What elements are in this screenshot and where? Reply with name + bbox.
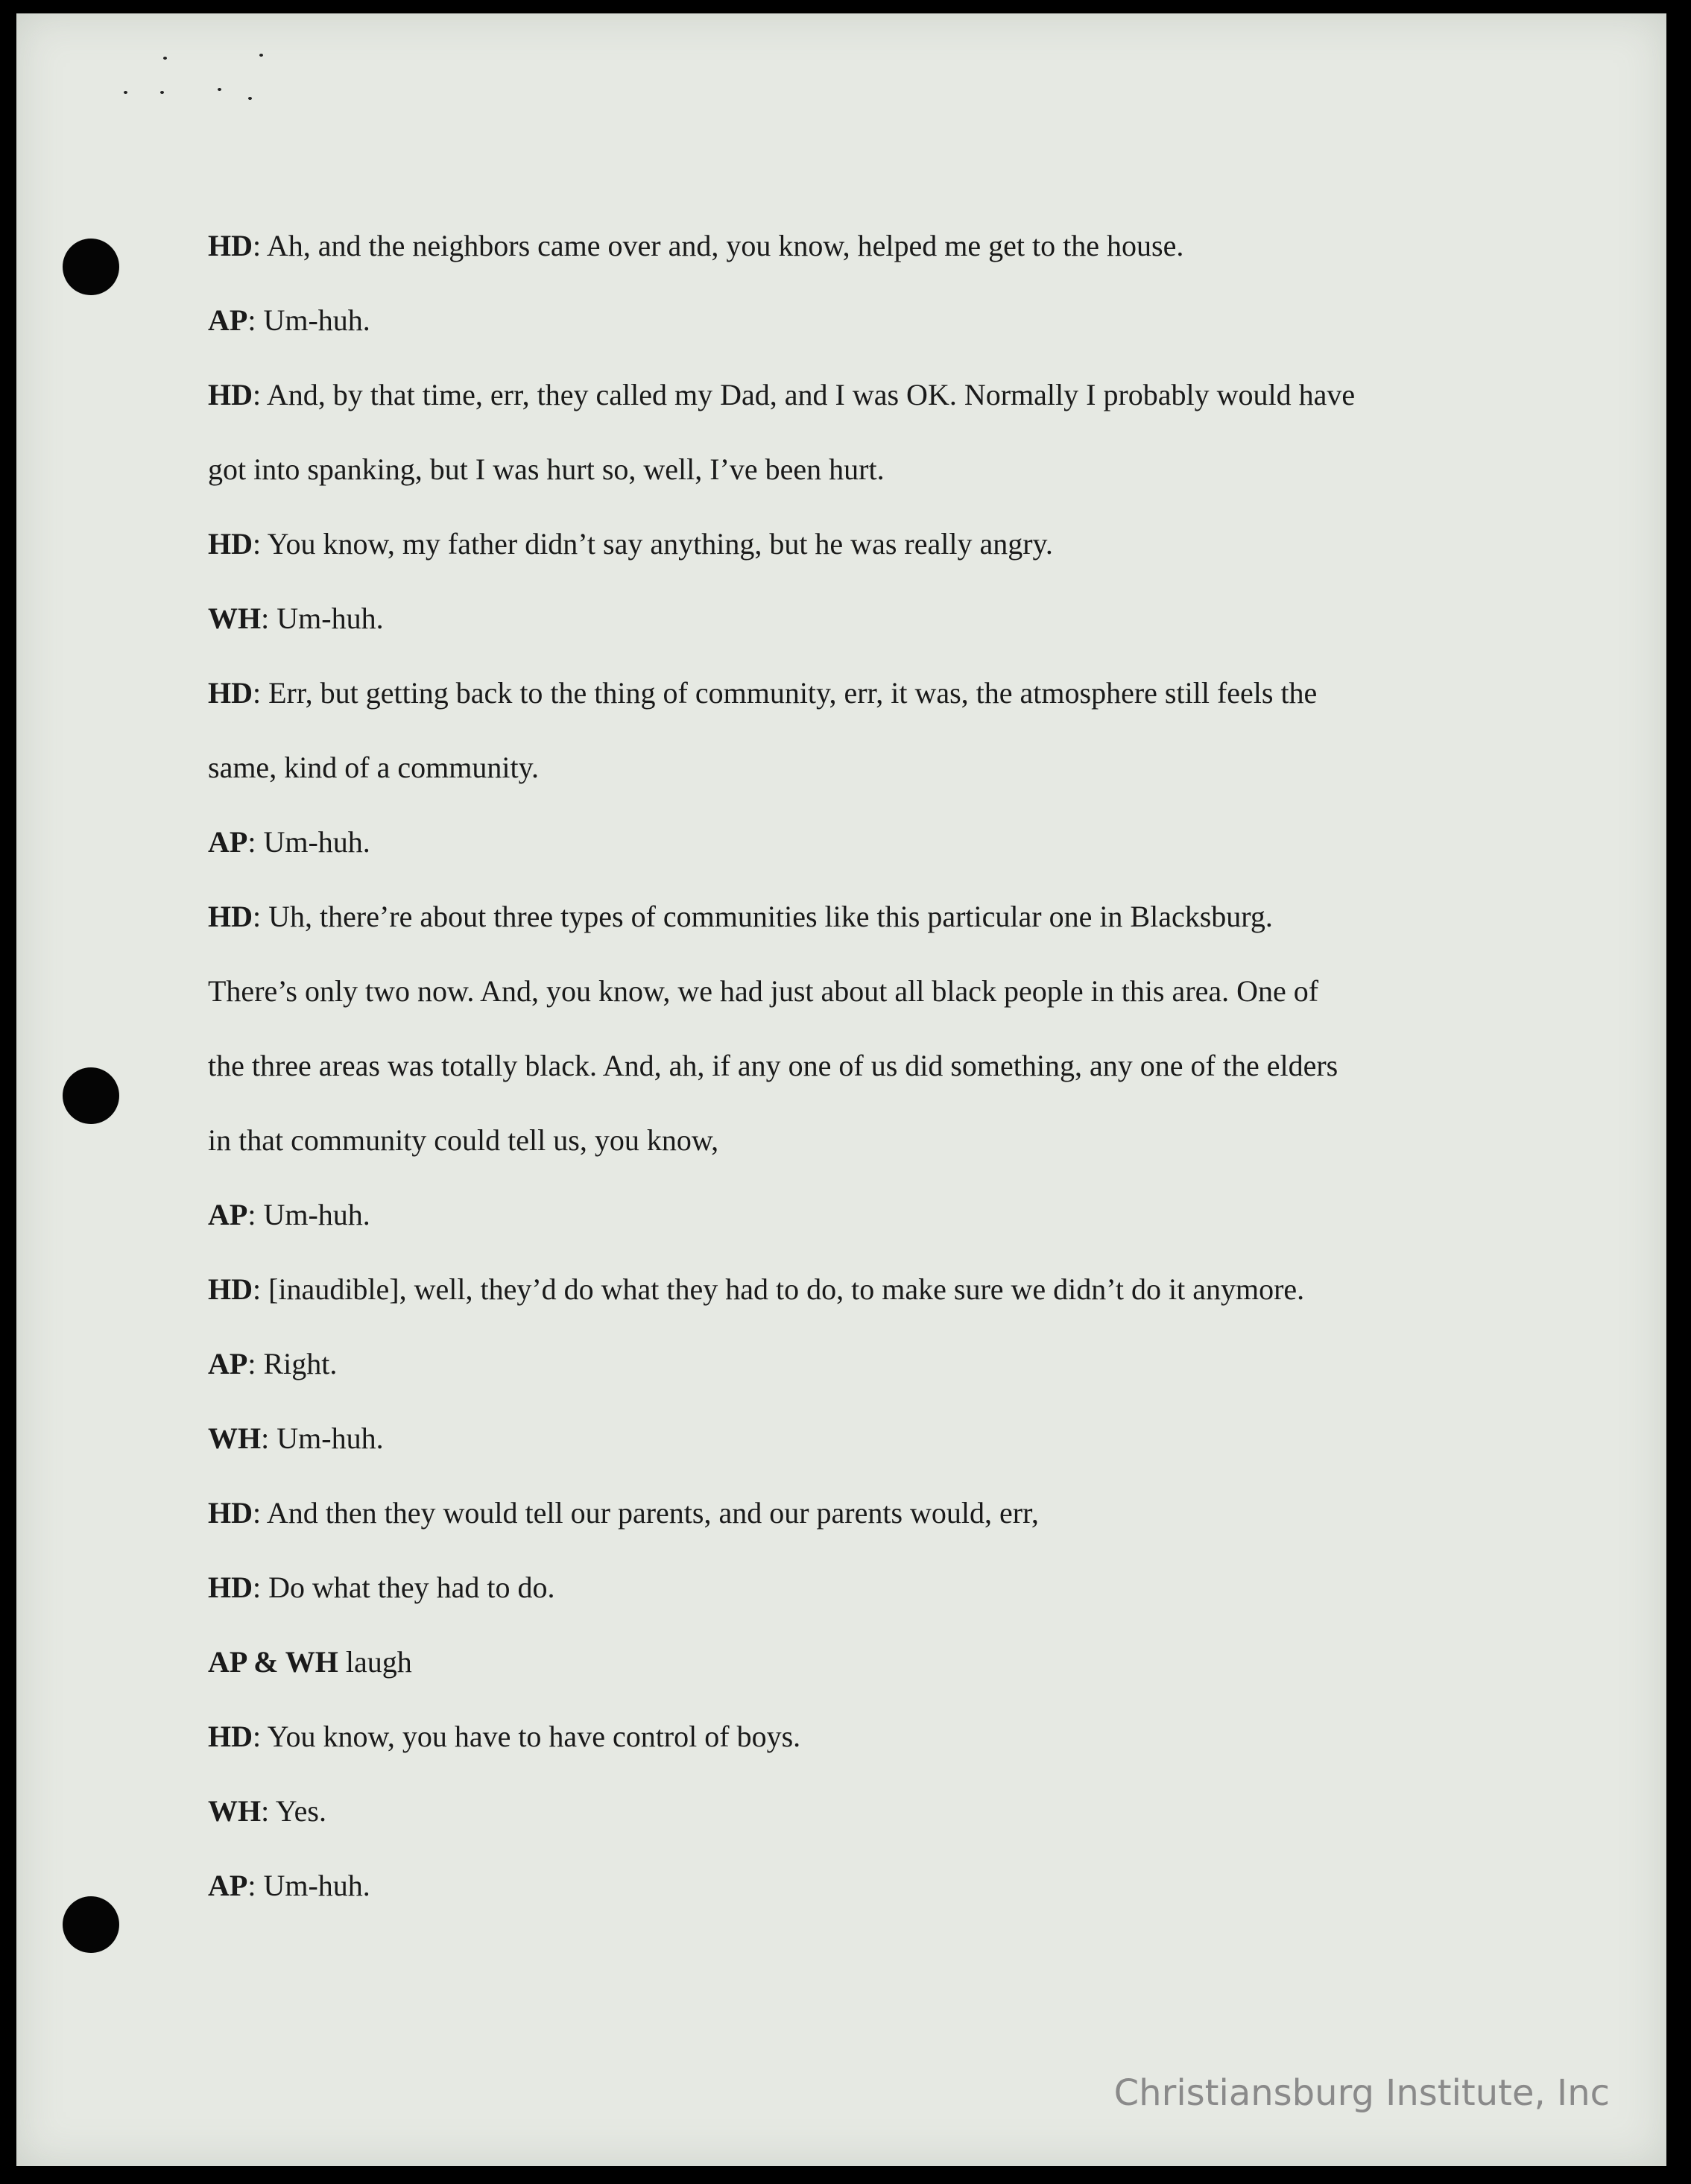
speaker-label: AP (208, 1869, 248, 1902)
speaker-label: AP (208, 1198, 248, 1231)
utterance-text: Yes. (275, 1794, 326, 1828)
interview-transcript (208, 224, 1520, 1938)
transcript-line (208, 1416, 1520, 1491)
speaker-separator: : (247, 1347, 264, 1380)
speaker-label: AP & WH (208, 1645, 338, 1679)
speaker-separator: : (261, 1794, 276, 1828)
speaker-label: AP (208, 825, 248, 859)
transcript-line (208, 745, 1520, 820)
transcript-line (208, 596, 1520, 671)
utterance-text: And then they would tell our parents, and our parents would, err, (266, 1496, 1039, 1530)
punch-hole-bottom (63, 1896, 119, 1953)
transcript-line (208, 894, 1520, 969)
paper-speck (160, 91, 164, 94)
utterance-text: Right. (263, 1347, 338, 1380)
speaker-label: WH (208, 1794, 262, 1828)
speaker-separator: : (247, 1198, 264, 1231)
utterance-text: in that community could tell us, you know, (208, 1123, 719, 1157)
transcript-line (208, 1714, 1520, 1789)
speaker-separator: : (253, 378, 267, 411)
speaker-separator: : (247, 303, 264, 337)
utterance-text: Um-huh. (263, 303, 370, 337)
transcript-line (208, 671, 1520, 745)
utterance-text: You know, my father didn’t say anything, but he was really angry. (267, 527, 1053, 561)
speaker-separator: : (253, 1571, 269, 1604)
utterance-text: Um-huh. (263, 1198, 370, 1231)
speaker-separator: : (247, 1869, 264, 1902)
speaker-label: HD (208, 1272, 253, 1306)
utterance-text: You know, you have to have control of boys. (267, 1720, 801, 1753)
utterance-text: got into spanking, but I was hurt so, well, I’ve been hurt. (208, 452, 885, 486)
transcript-line (208, 969, 1520, 1044)
speaker-separator: : (261, 602, 277, 635)
speaker-label: HD (208, 1496, 253, 1530)
utterance-text: the three areas was totally black. And, ah, if any one of us did something, any one of the elders (208, 1049, 1338, 1082)
speaker-separator: : (253, 1720, 268, 1753)
utterance-text: There’s only two now. And, you know, we had just about all black people in this area. One of (208, 974, 1319, 1008)
speaker-label: WH (208, 602, 262, 635)
watermark-text: Christiansburg Institute, Inc (1113, 2072, 1610, 2114)
utterance-text: Um-huh. (263, 1869, 370, 1902)
speaker-label: HD (208, 900, 253, 933)
speaker-label: HD (208, 1720, 253, 1753)
speaker-separator: : (253, 229, 267, 262)
transcript-line (208, 820, 1520, 894)
paper-speck (163, 57, 167, 60)
transcript-line (208, 1118, 1520, 1193)
utterance-text: laugh (345, 1645, 412, 1679)
speaker-separator (338, 1645, 346, 1679)
transcript-line (208, 1640, 1520, 1714)
speaker-separator: : (253, 1496, 267, 1530)
utterance-text: Um-huh. (276, 1421, 384, 1455)
paper-speck (124, 91, 127, 94)
utterance-text: Uh, there’re about three types of communities like this particular one in Blacksburg. (268, 900, 1273, 933)
transcript-line (208, 1044, 1520, 1118)
speaker-separator: : (253, 900, 269, 933)
speaker-label: HD (208, 1571, 253, 1604)
punch-hole-top (63, 239, 119, 295)
utterance-text: same, kind of a community. (208, 751, 539, 784)
speaker-separator: : (253, 527, 268, 561)
speaker-label: WH (208, 1421, 262, 1455)
transcript-line (208, 224, 1520, 298)
utterance-text: [inaudible], well, they’d do what they had to do, to make sure we didn’t do it anymore. (268, 1272, 1305, 1306)
transcript-line (208, 298, 1520, 373)
speaker-separator: : (253, 1272, 269, 1306)
transcript-line (208, 447, 1520, 522)
utterance-text: Do what they had to do. (268, 1571, 555, 1604)
transcript-line (208, 1491, 1520, 1565)
speaker-label: HD (208, 676, 253, 710)
utterance-text: And, by that time, err, they called my Dad, and I was OK. Normally I probably would have (266, 378, 1356, 411)
transcript-line (208, 522, 1520, 596)
speaker-separator: : (247, 825, 264, 859)
speaker-separator: : (253, 676, 269, 710)
utterance-text: Um-huh. (276, 602, 384, 635)
transcript-line (208, 1565, 1520, 1640)
utterance-text: Um-huh. (263, 825, 370, 859)
speaker-label: AP (208, 303, 248, 337)
document-page (16, 13, 1666, 2166)
paper-speck (218, 88, 221, 91)
speaker-label: AP (208, 1347, 248, 1380)
paper-speck (248, 97, 252, 100)
transcript-line (208, 1267, 1520, 1342)
transcript-line (208, 1789, 1520, 1863)
paper-speck (259, 54, 263, 57)
utterance-text: Err, but getting back to the thing of community, err, it was, the atmosphere still feels the (268, 676, 1318, 710)
transcript-line (208, 1193, 1520, 1267)
utterance-text: Ah, and the neighbors came over and, you know, helped me get to the house. (266, 229, 1184, 262)
transcript-line (208, 1863, 1520, 1938)
punch-hole-middle (63, 1067, 119, 1124)
speaker-separator: : (261, 1421, 277, 1455)
speaker-label: HD (208, 378, 253, 411)
transcript-line (208, 373, 1520, 447)
transcript-line (208, 1342, 1520, 1416)
speaker-label: HD (208, 229, 253, 262)
speaker-label: HD (208, 527, 253, 561)
